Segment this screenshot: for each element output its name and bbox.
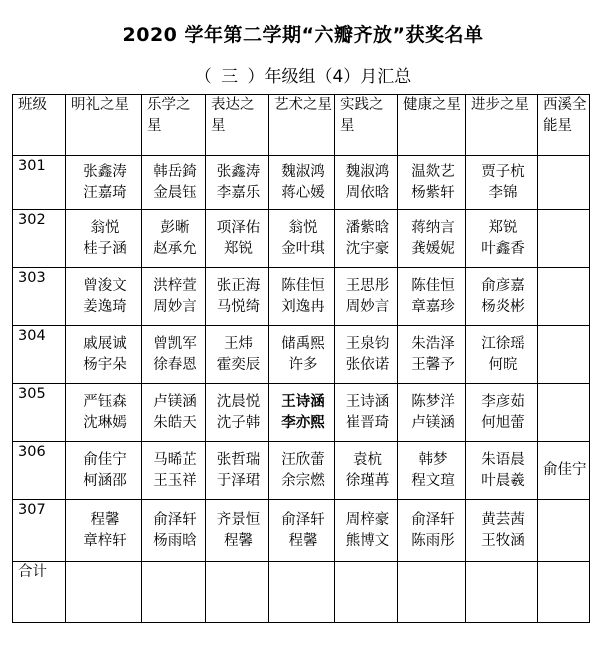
- student-name: 杨雨晗: [153, 532, 197, 549]
- total-cell: [466, 562, 538, 623]
- award-cell: [142, 268, 206, 326]
- awards-table: [12, 94, 590, 623]
- award-cell: [335, 384, 398, 442]
- class-number: 304: [13, 326, 66, 384]
- class-number: 307: [13, 500, 66, 562]
- class-number: 303: [13, 268, 66, 326]
- student-name: 李彦茹: [481, 393, 525, 410]
- header-expression-star: 表达之星: [206, 95, 269, 156]
- student-name: 何晥: [488, 356, 518, 373]
- student-name: 李嘉乐: [216, 184, 261, 201]
- student-name: 叶晨羲: [481, 472, 525, 489]
- total-cell: [335, 562, 398, 623]
- student-name: 曾浚文: [83, 277, 127, 294]
- student-name: 卢镁涵: [411, 414, 455, 431]
- student-name: 熊博文: [345, 532, 390, 549]
- student-name: 蒋纳言: [411, 219, 455, 236]
- award-cell: [142, 156, 206, 210]
- award-cell: [398, 384, 466, 442]
- award-cell: [142, 326, 206, 384]
- award-cell: [206, 156, 269, 210]
- student-name: 俞佳宁: [83, 451, 127, 468]
- award-cell: [466, 500, 538, 562]
- student-name: 张正海: [216, 277, 261, 294]
- student-name: 于泽珺: [216, 472, 261, 489]
- student-name: 翁悦: [288, 219, 318, 236]
- award-cell: [335, 442, 398, 500]
- student-name: 柯涵邵: [83, 472, 127, 489]
- award-cell: [206, 384, 269, 442]
- class-number: 306: [13, 442, 66, 500]
- student-name: 马晞芷: [153, 451, 197, 468]
- award-cell: [269, 326, 335, 384]
- student-name: 叶鑫香: [481, 240, 525, 257]
- student-name: 沈宇豪: [345, 240, 390, 257]
- student-name: 魏淑鸿: [345, 163, 390, 180]
- header-etiquette-star: 明礼之星: [66, 95, 142, 156]
- student-name: 潘紫晗: [345, 219, 390, 236]
- student-name: 周妙言: [153, 298, 197, 315]
- total-cell: [538, 562, 590, 623]
- student-name: 洪梓萱: [153, 277, 197, 294]
- award-cell: [335, 500, 398, 562]
- header-class: 班级: [13, 95, 66, 156]
- total-row: [13, 562, 590, 623]
- header-row: [13, 95, 590, 156]
- student-name: 张哲瑞: [216, 451, 261, 468]
- table-row: [13, 210, 590, 268]
- student-name: 杨紫轩: [411, 184, 455, 201]
- student-name: 贾子杭: [481, 163, 525, 180]
- student-name: 程文瑄: [411, 472, 455, 489]
- student-name: 曾凯军: [153, 335, 197, 352]
- award-cell: [269, 268, 335, 326]
- award-cell: [269, 156, 335, 210]
- page-subtitle: （ 三 ）年级组（4）月汇总: [194, 67, 412, 87]
- header-progress-star: 进步之星: [466, 95, 538, 156]
- student-name: 彭晰: [160, 219, 190, 236]
- student-name: 王诗涵: [281, 393, 325, 410]
- award-cell: [142, 384, 206, 442]
- award-cell: [269, 384, 335, 442]
- student-name: 许多: [288, 356, 318, 373]
- award-cell: [206, 500, 269, 562]
- student-name: 项泽佑: [216, 219, 261, 236]
- student-name: 龚媛妮: [411, 240, 455, 257]
- award-cell: [66, 268, 142, 326]
- award-cell: [206, 442, 269, 500]
- student-name: 李锦: [488, 184, 518, 201]
- student-name: 马悦绮: [216, 298, 261, 315]
- header-art-star: 艺术之星: [269, 95, 335, 156]
- student-name: 卢镁涵: [153, 393, 197, 410]
- class-number: 302: [13, 210, 66, 268]
- table-row: [13, 384, 590, 442]
- page-title: 2020 学年第二学期“六瓣齐放”获奖名单: [122, 24, 484, 46]
- student-name: 韩岳錡: [153, 163, 197, 180]
- award-cell: [66, 156, 142, 210]
- student-name: 韩梦: [418, 451, 448, 468]
- award-cell: [66, 442, 142, 500]
- student-name: 李亦熙: [281, 414, 325, 431]
- award-cell: [269, 442, 335, 500]
- award-cell: [335, 268, 398, 326]
- student-name: 姜逸琦: [83, 298, 127, 315]
- student-name: 何旭蕾: [481, 414, 525, 431]
- award-cell: [398, 326, 466, 384]
- student-name: 杨宇朵: [83, 356, 127, 373]
- table-row: [13, 500, 590, 562]
- table-row: [13, 268, 590, 326]
- total-cell: [206, 562, 269, 623]
- student-name: 金叶琪: [281, 240, 325, 257]
- student-name: 徐瑾苒: [345, 472, 390, 489]
- award-cell: [466, 442, 538, 500]
- student-name: 郑锐: [224, 240, 253, 257]
- student-name: 翁悦: [90, 219, 120, 236]
- award-cell: [269, 210, 335, 268]
- student-name: 沈琳嫣: [83, 414, 127, 431]
- award-cell: [466, 384, 538, 442]
- student-name: 黄芸茜: [481, 511, 525, 528]
- student-name: 俞彦嘉: [481, 277, 525, 294]
- student-name: 储禹熙: [281, 335, 325, 352]
- award-cell: [398, 442, 466, 500]
- student-name: 朱皓天: [153, 414, 197, 431]
- student-name: 章梓轩: [83, 532, 127, 549]
- student-name: 王牧涵: [481, 532, 525, 549]
- student-name: 温欻艺: [411, 163, 455, 180]
- student-name: 俞泽轩: [153, 511, 197, 528]
- award-cell: [398, 500, 466, 562]
- total-cell: [66, 562, 142, 623]
- total-label: 合计: [13, 562, 66, 623]
- student-name: 周梓豪: [345, 511, 390, 528]
- student-name: 陈佳恒: [281, 277, 325, 294]
- student-name: 王玉祥: [153, 472, 197, 489]
- student-name: 章嘉珍: [411, 298, 455, 315]
- student-name: 朱浩泽: [411, 335, 455, 352]
- student-name: 张依诺: [345, 356, 390, 373]
- award-cell: [335, 210, 398, 268]
- award-cell: [538, 268, 590, 326]
- header-practice-star: 实践之星: [335, 95, 398, 156]
- student-name: 杨炎彬: [481, 298, 525, 315]
- student-name: 张鑫涛: [216, 163, 261, 180]
- header-learning-star: 乐学之星: [142, 95, 206, 156]
- student-name: 齐景恒: [216, 511, 261, 528]
- student-name: 霍奕辰: [216, 356, 261, 373]
- award-cell: [398, 156, 466, 210]
- award-cell: [206, 210, 269, 268]
- award-cell: [538, 442, 590, 500]
- student-name: 张鑫涛: [83, 163, 127, 180]
- award-cell: [66, 384, 142, 442]
- award-cell: [538, 500, 590, 562]
- header-allround-star: 西溪全能星: [538, 95, 590, 156]
- student-name: 王泉钧: [345, 335, 390, 352]
- table-row: [13, 156, 590, 210]
- award-cell: [66, 210, 142, 268]
- table-row: [13, 326, 590, 384]
- student-name: 王思彤: [345, 277, 390, 294]
- award-cell: [206, 268, 269, 326]
- award-cell: [538, 326, 590, 384]
- award-cell: [398, 210, 466, 268]
- table-row: [13, 442, 590, 500]
- award-cell: [538, 384, 590, 442]
- student-name: 沈子韩: [216, 414, 261, 431]
- award-cell: [538, 210, 590, 268]
- total-cell: [142, 562, 206, 623]
- student-name: 袁杭: [353, 451, 382, 468]
- total-cell: [269, 562, 335, 623]
- student-name: 俞泽轩: [411, 511, 455, 528]
- student-name: 沈晨悦: [216, 393, 261, 410]
- student-name: 魏淑鸿: [281, 163, 325, 180]
- award-cell: [466, 268, 538, 326]
- student-name: 汪欣蕾: [281, 451, 325, 468]
- award-cell: [142, 442, 206, 500]
- student-name: 周妙言: [345, 298, 390, 315]
- table-body: [13, 156, 590, 562]
- award-cell: [66, 500, 142, 562]
- header-health-star: 健康之星: [398, 95, 466, 156]
- student-name: 陈雨彤: [411, 532, 455, 549]
- award-cell: [466, 326, 538, 384]
- student-name: 程馨: [288, 532, 318, 549]
- student-name: 刘逸冉: [281, 298, 325, 315]
- award-cell: [466, 210, 538, 268]
- student-name: 郑锐: [488, 219, 518, 236]
- student-name: 程馨: [224, 532, 253, 549]
- student-name: 金晨钰: [153, 184, 197, 201]
- student-name: 余宗燃: [281, 472, 325, 489]
- student-name: 王馨予: [411, 356, 455, 373]
- award-cell: [398, 268, 466, 326]
- award-cell: [66, 326, 142, 384]
- award-cell: [335, 156, 398, 210]
- award-cell: [206, 326, 269, 384]
- student-name: 崔晋琦: [345, 414, 390, 431]
- student-name: 江徐瑶: [481, 335, 525, 352]
- student-name: 俞佳宁: [543, 462, 587, 478]
- award-cell: [466, 156, 538, 210]
- student-name: 赵承允: [153, 240, 197, 257]
- student-name: 严钰森: [83, 393, 127, 410]
- student-name: 戚展诚: [83, 335, 127, 352]
- student-name: 王诗涵: [345, 393, 390, 410]
- student-name: 汪嘉琦: [83, 184, 127, 201]
- award-cell: [142, 500, 206, 562]
- award-cell: [269, 500, 335, 562]
- student-name: 程馨: [90, 511, 120, 528]
- class-number: 305: [13, 384, 66, 442]
- student-name: 桂子涵: [83, 240, 127, 257]
- award-cell: [538, 156, 590, 210]
- award-cell: [142, 210, 206, 268]
- student-name: 徐春恩: [153, 356, 197, 373]
- student-name: 朱语晨: [481, 451, 525, 468]
- class-number: 301: [13, 156, 66, 210]
- award-cell: [335, 326, 398, 384]
- student-name: 陈佳恒: [411, 277, 455, 294]
- student-name: 俞泽轩: [281, 511, 325, 528]
- total-cell: [398, 562, 466, 623]
- student-name: 王炜: [224, 335, 253, 352]
- student-name: 周依晗: [345, 184, 390, 201]
- student-name: 蒋心媛: [281, 184, 325, 201]
- student-name: 陈梦洋: [411, 393, 455, 410]
